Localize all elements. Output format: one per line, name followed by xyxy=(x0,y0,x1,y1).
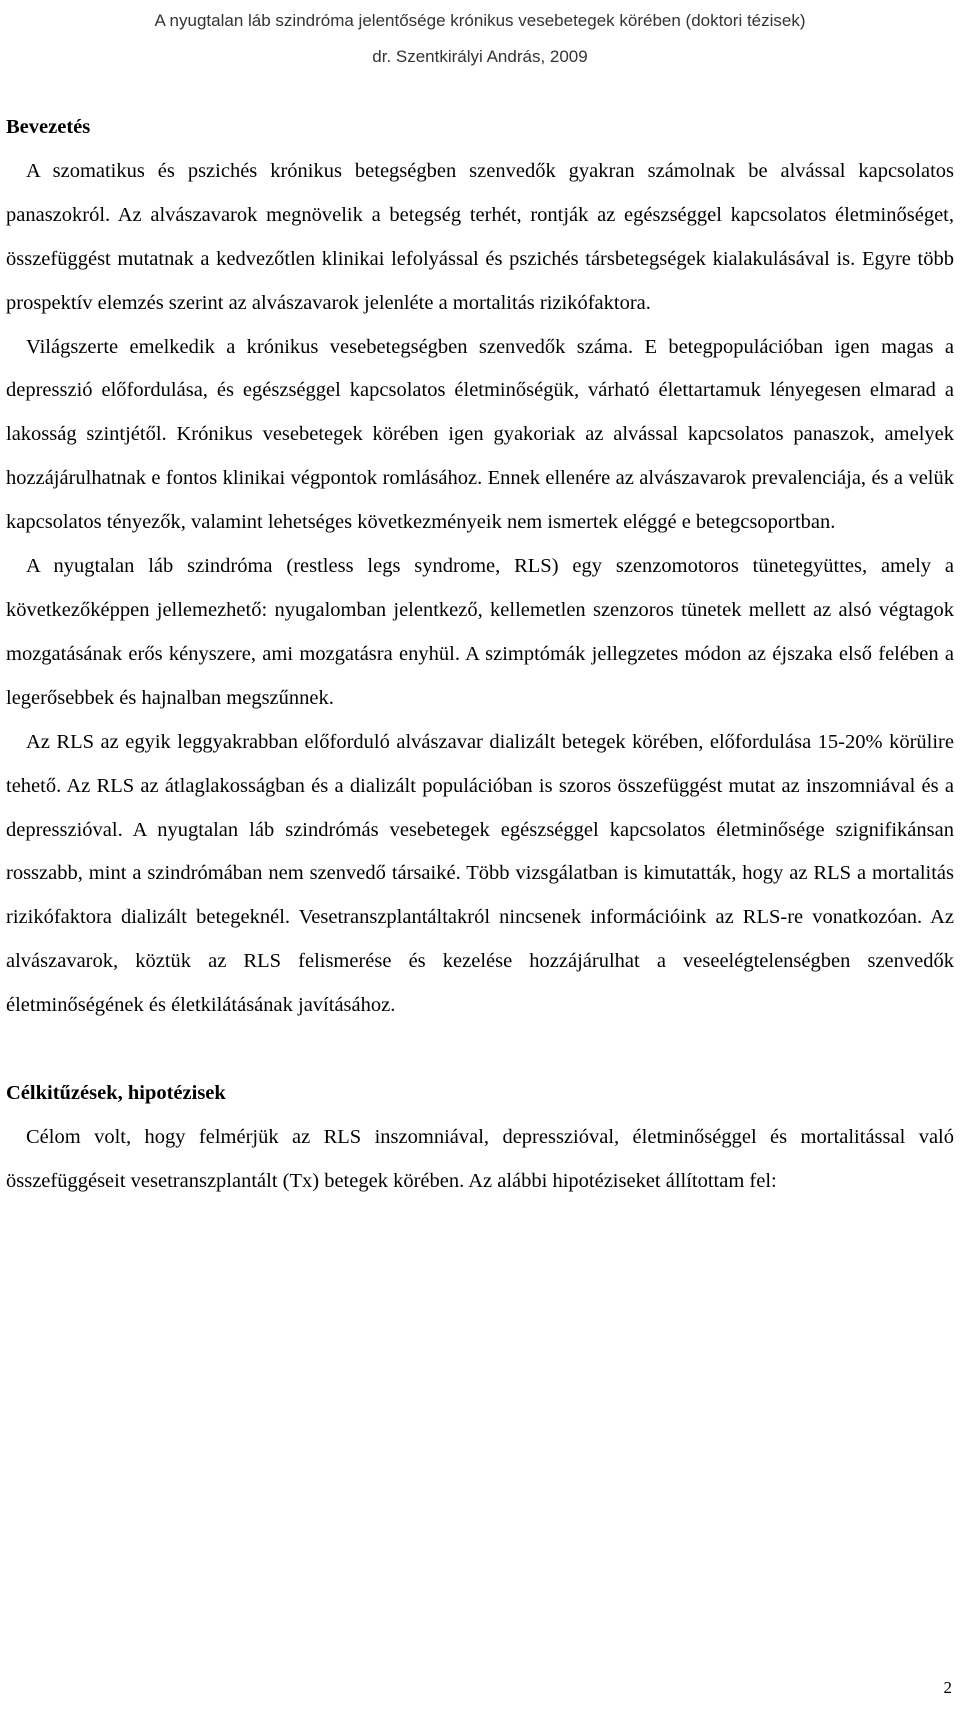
document-body xyxy=(6,106,954,1204)
header-thesis-title: A nyugtalan láb szindróma jelentősége krónikus vesebetegek körében (doktori tézisek) xyxy=(154,11,806,30)
paragraph-intro-4: Az RLS az egyik leggyakrabban előforduló alvászavar dializált betegek körében, előfordulása 15-20% körülire tehető. Az RLS az átlaglakosságban és a dializált populációban is szoros összefüggést mutat az inszomniával és a depresszióval. A nyugtalan láb szindrómás vesebetegek egészséggel kapcsolatos életminősége szignifikánsan rosszabb, mint a szindrómában nem szenvedő társaiké. Több vizsgálatban is kimutatták, hogy az RLS a mortalitás rizikófaktora dializált betegeknél. Vesetranszplantáltakról nincsenek információink az RLS-re vonatkozóan. Az alvászavarok, köztük az RLS felismerése és kezelése hozzájárulhat a veseelégtelenségben szenvedők életminőségének és életkilátásának javításához. xyxy=(6,730,954,1017)
section-heading-aims: Célkitűzések, hipotézisek xyxy=(6,1082,226,1105)
running-header xyxy=(0,3,960,75)
header-author-year: dr. Szentkirályi András, 2009 xyxy=(372,47,588,66)
section-heading-intro: Bevezetés xyxy=(6,116,91,138)
paragraph-intro-1: A szomatikus és pszichés krónikus betegségben szenvedők gyakran számolnak be alvással kapcsolatos panaszokról. Az alvászavarok megnövelik a betegség terhét, rontják az egészséggel kapcsolatos életminőséget, összefüggést mutatnak a kedvezőtlen klinikai lefolyással és pszichés társbetegségek kialakulásával is. Egyre több prospektív elemzés szerint az alvászavarok jelenléte a mortalitás rizikófaktora. xyxy=(6,159,954,314)
paragraph-intro-3: A nyugtalan láb szindróma (restless legs syndrome, RLS) egy szenzomotoros tünetegyüttes, amely a következőképpen jellemezhető: nyugalomban jelentkező, kellemetlen szenzoros tünetek mellett az alsó végtagok mozgatásának erős kényszere, ami mozgatásra enyhül. A szimptómák jellegzetes módon az éjszaka első felében a legerősebbek és hajnalban megszűnnek. xyxy=(6,555,954,709)
section-spacer xyxy=(6,1028,954,1072)
paragraph-intro-2: Világszerte emelkedik a krónikus vesebetegségben szenvedők száma. E betegpopulációban igen magas a depresszió előfordulása, és egészséggel kapcsolatos életminőségük, várható élettartamuk lényegesen elmarad a lakosság szintjétől. Krónikus vesebetegek körében igen gyakoriak az alvással kapcsolatos panaszok, amelyek hozzájárulhatnak e fontos klinikai végpontok romlásához. Ennek ellenére az alvászavarok prevalenciája, és a velük kapcsolatos tényezők, valamint lehetséges következményeik nem ismertek eléggé e betegcsoportban. xyxy=(6,335,954,534)
paragraph-aims-1: Célom volt, hogy felmérjük az RLS inszomniával, depresszióval, életminőséggel és mortalitással való összefüggéseit vesetranszplantált (Tx) betegek körében. Az alábbi hipotéziseket állítottam fel: xyxy=(6,1125,954,1192)
page-number: 2 xyxy=(943,1678,952,1697)
